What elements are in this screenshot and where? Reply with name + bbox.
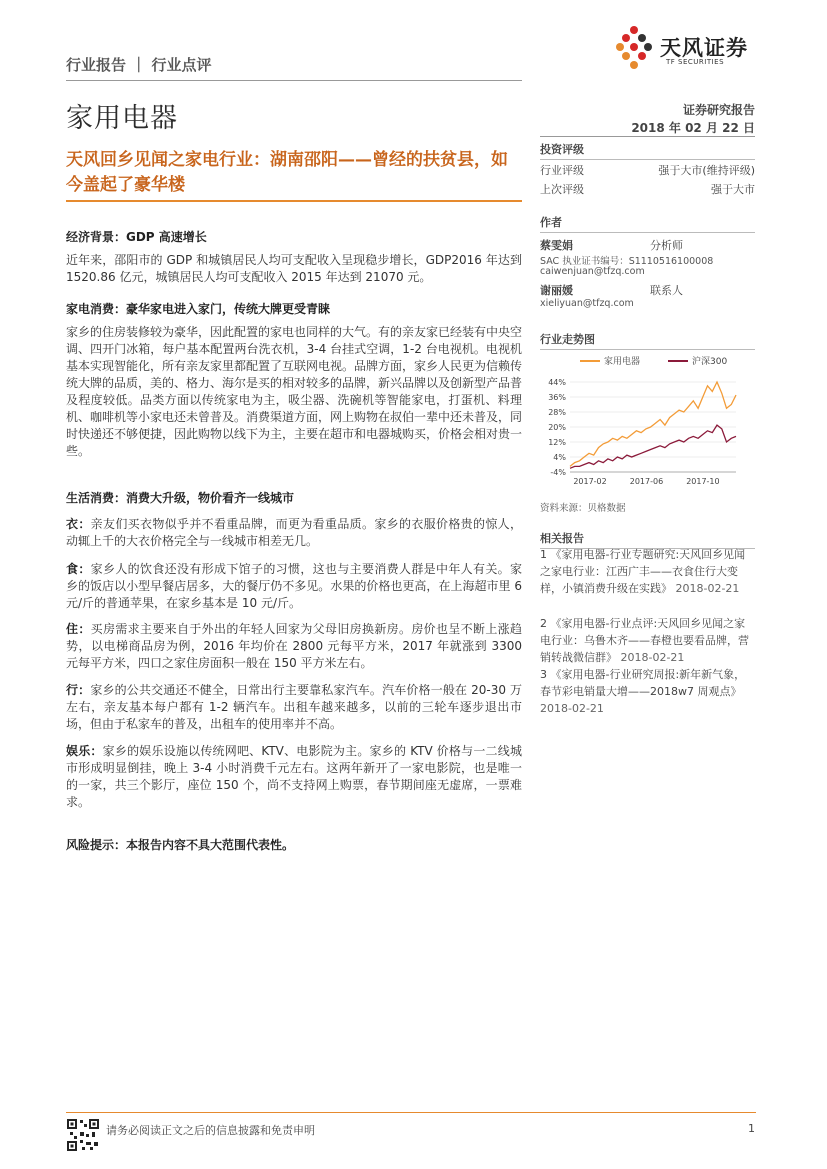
footer-divider (66, 1112, 756, 1113)
label-entertainment: 娱乐： (66, 744, 103, 758)
paragraph-housing (66, 621, 522, 672)
related-report-1[interactable] (540, 546, 756, 597)
paragraph-clothing (66, 516, 522, 550)
report-title: 天风回乡见闻之家电行业：湖南邵阳——曾经的扶贫县，如今盖起了豪华楼 (66, 150, 508, 195)
logo-name: 天风证券 (660, 36, 748, 60)
author2-role: 联系人 (650, 284, 683, 297)
paragraph-entertainment (66, 743, 522, 811)
author1-name: 蔡雯娟 (540, 239, 573, 252)
y-tick-label: 4% (553, 453, 566, 462)
related-report-1-text[interactable]: 1 《家用电器-行业专题研究:天风回乡见闻之家电行业：江西广丰——衣食住行大变样，小镇消费升级在实践》 (540, 548, 746, 595)
report-category: 行业报告 ｜ 行业点评 (66, 56, 212, 74)
prev-rating-label: 上次评级 (540, 183, 584, 196)
paragraph-economy: 近年来，邵阳市的 GDP 和城镇居民人均可支配收入呈现稳步增长，GDP2016 年达到 1520.86 亿元，城镇居民人均可支配收入 2015 年达到 21070 元。 (66, 253, 522, 284)
rating-row (540, 162, 755, 178)
label-food: 食： (66, 562, 91, 576)
logo-subtitle: TF SECURITIES (666, 58, 725, 66)
y-tick-label: 44% (548, 378, 566, 387)
y-tick-label: 36% (548, 393, 566, 402)
related-report-2[interactable] (540, 615, 756, 666)
related-report-2-text[interactable]: 2 《家用电器-行业点评:天风回乡见闻之家电行业：乌鲁木齐——春橙也要看品牌，营销转战微信群》 (540, 617, 749, 664)
industry-trend-chart (540, 350, 756, 496)
report-date: 2018 年 02 月 22 日 (631, 121, 755, 135)
author2-email[interactable]: xieliyuan@tfzq.com (540, 298, 634, 309)
risk-warning: 风险提示：本报告内容不具大范围代表性。 (66, 838, 295, 852)
author2-row (540, 282, 755, 298)
legend-label-2: 沪深300 (692, 357, 728, 367)
author-heading: 作者 (540, 214, 755, 233)
x-tick-label: 2017-06 (629, 477, 664, 486)
label-clothing: 衣： (66, 517, 91, 531)
qr-code-icon (66, 1118, 100, 1152)
text-transport: 家乡的公共交通还不健全，日常出行主要靠私家汽车。汽车价格一般在 20-30 万左右，亲友基本每户都有 1-2 辆汽车。出租车越来越多，以前的三轮车逐步退出市场，但由于私家车的普及，出租车的使用率并不高。 (66, 683, 522, 731)
section-heading-economy: 经济背景：GDP 高速增长 (66, 230, 207, 244)
author1-email[interactable]: caiwenjuan@tfzq.com (540, 266, 645, 277)
rating-label: 行业评级 (540, 164, 584, 177)
rating-heading: 投资评级 (540, 141, 755, 160)
related-report-3-date: 2018-02-21 (540, 702, 604, 715)
author1-role: 分析师 (650, 239, 683, 252)
text-clothing: 亲友们买衣物似乎并不看重品牌，而更为看重品质。家乡的衣服价格贵的惊人，动辄上千的大衣价格完全与一线城市相差无几。 (66, 517, 522, 548)
section-heading-life: 生活消费：消费大升级，物价看齐一线城市 (66, 491, 295, 505)
series-line-1 (570, 382, 736, 466)
chart-heading: 行业走势图 (540, 331, 755, 350)
series-line-2 (570, 425, 736, 468)
title-underline (66, 200, 522, 202)
text-food: 家乡人的饮食还没有形成下馆子的习惯，这也与主要消费人群是中年人有关。家乡的饭店以小型早餐店居多，大的餐厅仍不多见。水果的价格也更高，在上海超市里 6 元/斤的普通苹果，在家乡基本是 10 元/斤。 (66, 562, 522, 610)
prev-rating-value: 强于大市 (711, 183, 755, 196)
page-number: 1 (748, 1122, 755, 1135)
paragraph-appliances: 家乡的住房装修较为豪华，因此配置的家电也同样的大气。有的亲友家已经装有中央空调、四开门冰箱，每户基本配置两台洗衣机，3-4 台挂式空调，1-2 台电视机。电视机基本实现智能化，所有亲友家里都配置了互联网电视。品牌方面，家乡人民更为信赖传统大牌的品质，美的、格力、海尔是买的相对较多的品牌，新兴品牌以及创新型产品普及程度较低。品类方面以传统家电为主，吸尘器、洗碗机等智能家电，打蛋机、料理机、咖啡机等小家电还未曾普及。消费渠道方面，网上购物在叔伯一辈中还未普及，同时快递还不够便捷，因此购物以线下为主，主要在超市和电器城购买，价格会相对贵一些。 (66, 325, 523, 458)
related-report-1-date: 2018-02-21 (675, 582, 740, 595)
paragraph-food (66, 561, 522, 612)
sidebar-divider (540, 136, 755, 137)
x-tick-label: 2017-10 (686, 477, 720, 486)
rating-value: 强于大市(维持评级) (658, 164, 755, 177)
footer-disclaimer[interactable]: 请务必阅读正文之后的信息披露和免责申明 (106, 1124, 315, 1137)
author2-name: 谢丽媛 (540, 284, 573, 297)
related-report-2-date: 2018-02-21 (620, 651, 685, 664)
legend-label-1: 家用电器 (604, 357, 641, 367)
label-transport: 行： (66, 683, 91, 697)
x-tick-label: 2017-02 (573, 477, 607, 486)
y-tick-label: 28% (548, 408, 566, 417)
paragraph-transport (66, 682, 522, 733)
label-housing: 住： (66, 622, 91, 636)
prev-rating-row (540, 181, 755, 197)
author1-row (540, 237, 755, 253)
related-report-3[interactable] (540, 666, 756, 717)
text-housing: 买房需求主要来自于外出的年轻人回家为父母旧房换新房。房价也呈不断上涨趋势，以电梯商品房为例，2016 年均价在 2800 元每平方米，2017 年就涨到 3300 元每平方米，四口之家住房面积一般在 150 平方米左右。 (66, 622, 522, 670)
section-heading-appliances: 家电消费：豪华家电进入家门，传统大牌更受青睐 (66, 302, 331, 316)
author1-cert: SAC 执业证书编号：S1110516100008 (540, 256, 714, 267)
y-tick-label: -4% (550, 468, 566, 477)
chart-source: 资料来源：贝格数据 (540, 503, 626, 514)
text-entertainment: 家乡的娱乐设施以传统网吧、KTV、电影院为主。家乡的 KTV 价格与一二线城市形成明显倒挂，晚上 3-4 小时消费千元左右。这两年新开了一家电影院，也是唯一的一家，共三个影厅，座位 150 个，尚不支持网上购票，春节期间座无虚席，一票难求。 (66, 744, 522, 809)
header-divider (66, 80, 522, 81)
report-type: 证券研究报告 (682, 103, 755, 117)
related-heading: 相关报告 (540, 530, 755, 549)
y-tick-label: 12% (548, 438, 566, 447)
y-tick-label: 20% (548, 423, 566, 432)
sector-title: 家用电器 (66, 103, 178, 134)
related-report-3-text[interactable]: 3 《家用电器-行业研究周报:新年新气象，春节彩电销量大增——2018w7 周观点》 (540, 668, 746, 698)
